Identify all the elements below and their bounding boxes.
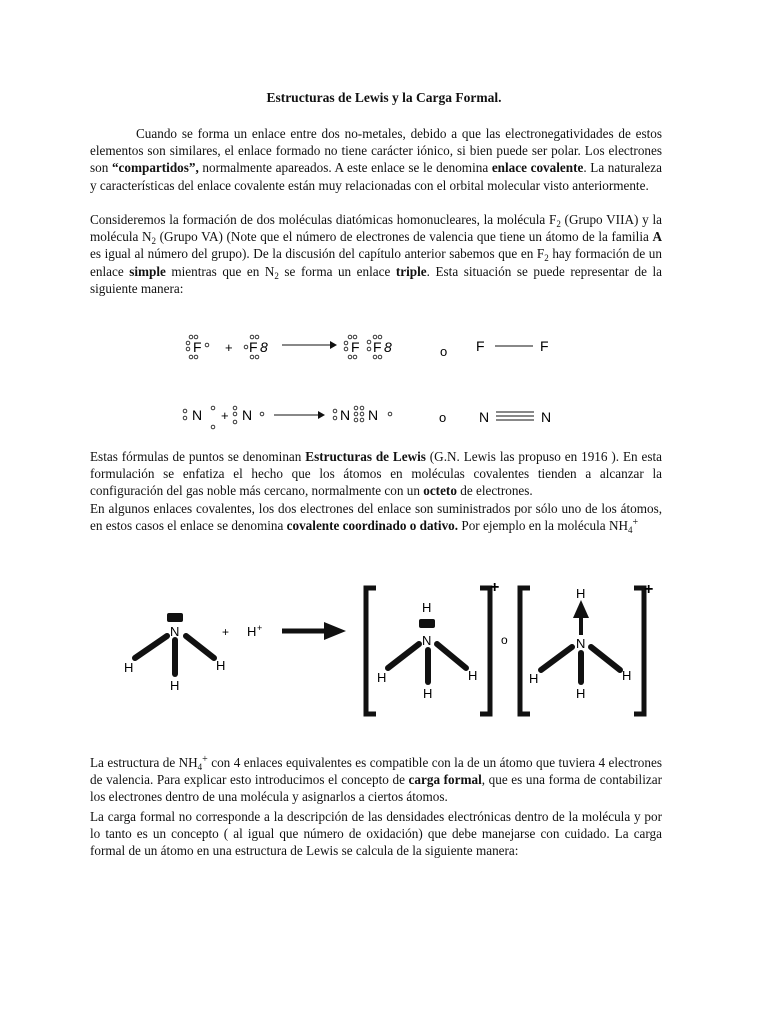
paragraph-2 — [90, 211, 662, 297]
p2-text-b: (Grupo VIIA) y la molécula N — [90, 212, 662, 245]
proton-charge: + — [257, 623, 263, 633]
nh3-h-bottom: H — [170, 678, 180, 693]
p5-text-b: con 4 enlaces equivalentes es compatible con la de un átomo que tuviera 4 electrones de valencia. Para explicar esto introducimos el concepto de — [90, 755, 662, 788]
p4-bold-1: covalente coordinado o dativo. — [286, 518, 459, 534]
f2-right-atom: F — [249, 339, 258, 355]
p6-text-a: La carga formal no corresponde a la descripción de las densidades electrónicas dentro de la molécula y por lo tanto es un concepto ( al igual que número de oxidación) que debe manejarse con cuidado. La carga formal de un átomo en una estructura de Lewis se calcula de la siguiente manera: — [90, 809, 662, 859]
p3-text-d: de electrones. — [456, 483, 533, 499]
nh4-1-charge: + — [490, 579, 500, 596]
reaction-plus: + — [222, 625, 230, 639]
p1-text-c: normalmente apareados. A este enlace se le denomina — [198, 160, 492, 176]
p2-sub-2: 2 — [151, 236, 157, 247]
p2-sub-1: 2 — [556, 219, 561, 229]
n2-left-atom: N — [192, 407, 203, 423]
nh4-1-h-left: H — [377, 670, 387, 685]
p2-bold-1: A — [652, 229, 663, 245]
n2-plus: + — [221, 408, 229, 423]
lone-pair-mark — [167, 613, 183, 622]
document-title: Estructuras de Lewis y la Carga Formal. — [266, 90, 502, 105]
p5-text-c: , que es una forma de contabilizar los electrones dentro de una molécula y asignarlos a ciertos átomos. — [90, 772, 662, 805]
f2-product-atom-2: F — [373, 339, 382, 355]
p2-sub-3: 2 — [544, 253, 549, 264]
p2-text-e: hay formación de un enlace — [90, 246, 662, 279]
p5-sub-1: 4 — [197, 762, 203, 772]
nh3-h-left: H — [124, 660, 134, 675]
p5-text-a: La estructura de NH — [90, 755, 198, 770]
n2-right-atom: N — [242, 407, 253, 423]
p2-text-c: (Grupo VA) (Note que el número de electrones de valencia que tiene un átomo de la familia — [156, 229, 653, 245]
p2-bold-2: simple — [129, 263, 166, 279]
p4-sup-1: + — [632, 517, 639, 529]
p5-bold-1: carga formal — [408, 772, 482, 788]
nh4-2-h-left: H — [529, 671, 539, 686]
nh4-2-h-right: H — [622, 668, 632, 683]
nh4-1-h-right: H — [468, 668, 478, 683]
nh3-n-atom: N — [170, 624, 180, 639]
p2-text-g: se forma un enlace — [278, 263, 396, 279]
f2-left-atom: F — [193, 339, 202, 355]
n2-product-atom-2: N — [368, 407, 379, 423]
f2-line-atom-b: F — [540, 338, 549, 354]
paragraph-3 — [90, 448, 662, 500]
nh4-2-h-top: H — [576, 586, 586, 601]
p4-sub-1: 4 — [628, 525, 633, 536]
paragraph-4 — [90, 500, 662, 534]
nh4-1-n-atom: N — [422, 633, 432, 648]
nh4-2-h-bottom: H — [576, 686, 586, 701]
p3-bold-2: octeto — [423, 483, 457, 499]
nh4-diagram — [110, 578, 670, 723]
p2-sub-4: 2 — [274, 270, 279, 281]
paragraph-6 — [90, 808, 662, 860]
f2-line-atom-a: F — [476, 338, 485, 354]
n2-or: o — [439, 410, 447, 425]
nh4-2-n-atom: N — [576, 636, 586, 651]
n2-lewis-diagram — [170, 398, 590, 434]
p2-text-a: Consideremos la formación de dos moléculas diatómicas homonucleares, la molécula F — [90, 212, 557, 227]
lone-pair-mark-bonded — [419, 619, 435, 628]
nh4-1-h-bottom: H — [423, 686, 433, 701]
nh4-2-charge: + — [644, 581, 654, 598]
proton-h: H — [247, 624, 257, 639]
p3-text-a: Estas fórmulas de puntos se denominan — [90, 449, 306, 464]
f2-product-atom-1: F — [351, 339, 360, 355]
f2-plus: + — [225, 340, 233, 355]
p3-text-c: (G.N. Lewis las propuso en 1916 ). En esta formulación se enfatiza el hecho que los átomos en moléculas covalentes tienden a alcanzar la configuración del gas noble más cercano, normalmente con un — [90, 449, 662, 499]
f2-right-electrons: 8 — [260, 339, 268, 355]
p5-sup-1: + — [202, 754, 208, 765]
nh3-h-right: H — [216, 658, 226, 673]
p1-text-a: Cuando se forma un enlace entre dos no-metales, debido a que las electronegatividades de estos elementos son similares, el enlace formado no tiene carácter iónico, si bien puede ser polar. Los electrones son — [90, 126, 662, 176]
f2-lewis-diagram — [170, 325, 590, 365]
f2-or: o — [440, 344, 448, 359]
p2-bold-3: triple — [395, 263, 427, 279]
p1-text-d: . La naturaleza y características del enlace covalente están muy relacionadas con el orbital molecular visto anteriormente. — [90, 160, 662, 193]
p4-text-a: En algunos enlaces covalentes, los dos electrones del enlace son suministrados por sólo uno de los átomos, en estos casos el enlace se denomina — [90, 501, 662, 534]
p1-bold-1: “compartidos”, — [111, 160, 199, 176]
paragraph-5 — [90, 754, 662, 806]
f2-product-electrons: 8 — [384, 339, 392, 355]
n2-line-atom-b: N — [541, 409, 552, 425]
n2-line-atom-a: N — [479, 409, 490, 425]
p2-text-h: . Esta situación se puede representar de la siguiente manera: — [90, 263, 662, 296]
p2-text-d: es igual al número del grupo). De la discusión del capítulo anterior sabemos que en F — [90, 246, 545, 262]
structure-or: o — [501, 633, 508, 647]
n2-product-atom-1: N — [340, 407, 351, 423]
nh4-structure-2 — [520, 581, 653, 714]
p4-text-c: Por ejemplo en la molécula NH — [458, 518, 629, 534]
nh3-molecule — [124, 613, 225, 693]
p2-text-f: mientras que en N — [165, 263, 275, 279]
paragraph-1 — [90, 125, 662, 194]
nh4-1-h-top: H — [422, 600, 432, 615]
p3-bold-1: Estructuras de Lewis — [305, 449, 426, 464]
p1-bold-2: enlace covalente — [491, 160, 584, 176]
nh4-structure-1 — [366, 579, 499, 714]
